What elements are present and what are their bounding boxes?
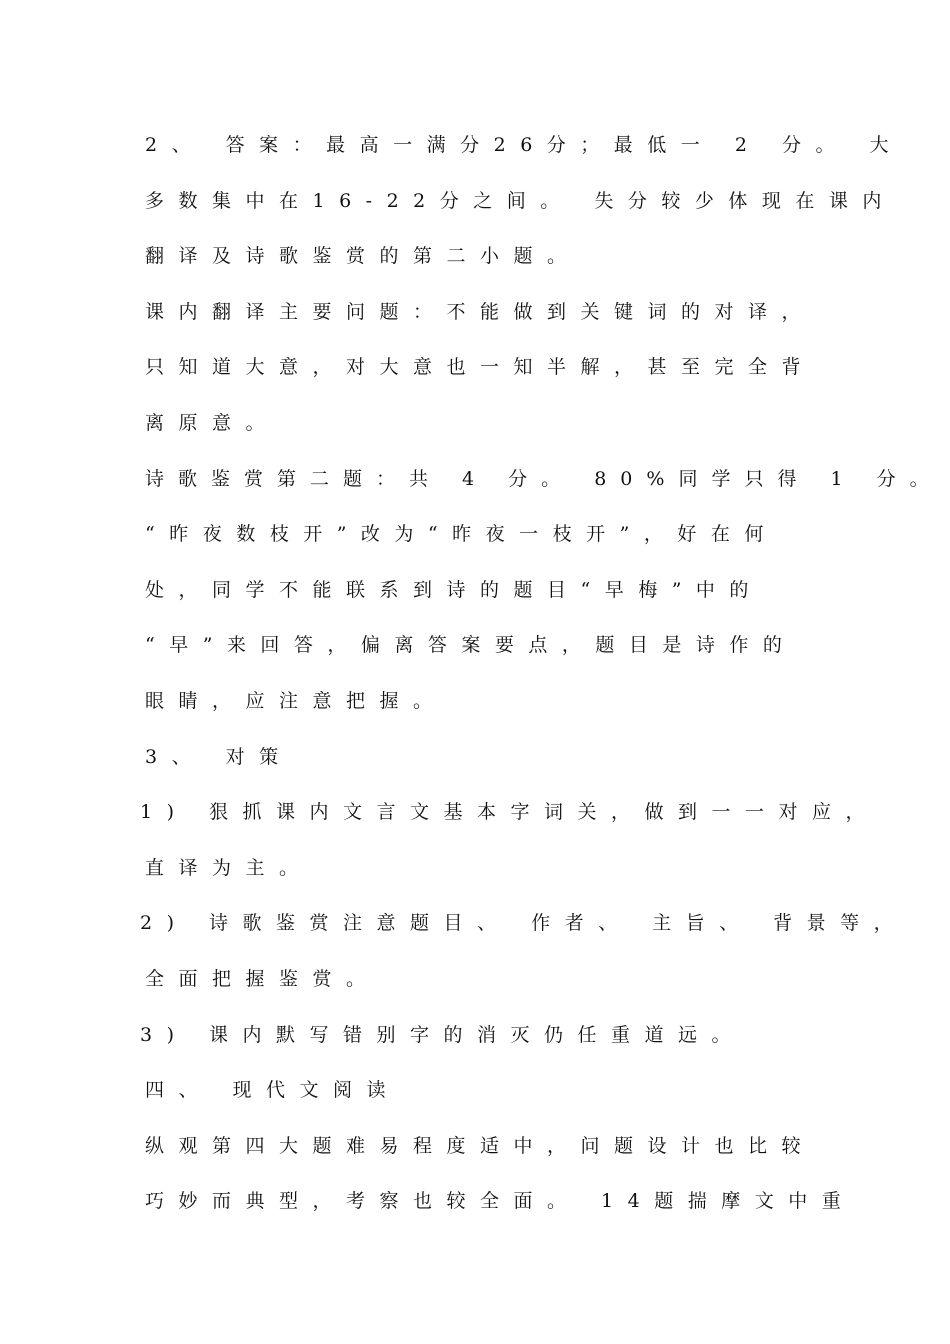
text-line: 只知道大意，对大意也一知半解，甚至完全背 — [145, 356, 816, 378]
text-line: 处，同学不能联系到诗的题目“早梅”中的 — [145, 579, 763, 601]
text-line: 2、 答案：最高一满分26分；最低一 2 分。 大 — [145, 134, 904, 156]
text-line: 巧妙而典型，考察也较全面。 14题揣摩文中重 — [145, 1190, 856, 1212]
section-heading: 3、 对策 — [145, 746, 293, 768]
text-line: 全面把握鉴赏。 — [145, 968, 380, 990]
text-line: 离原意。 — [145, 412, 280, 434]
text-line: 课内翻译主要问题：不能做到关键词的对译， — [145, 301, 816, 323]
list-item: 2) 诗歌鉴赏注意题目、 作者、 主旨、 背景等， — [140, 912, 908, 934]
text-line: 直译为主。 — [145, 857, 313, 879]
text-line: 纵观第四大题难易程度适中，问题设计也比较 — [145, 1135, 816, 1157]
text-line: 多数集中在16-22分之间。 失分较少体现在课内 — [145, 190, 896, 212]
text-line: “早”来回答，偏离答案要点，题目是诗作的 — [145, 634, 797, 656]
text-line: “昨夜数枝开”改为“昨夜一枝开”，好在何 — [145, 523, 778, 545]
list-item: 3) 课内默写错别字的消灭仍任重道远。 — [140, 1024, 746, 1046]
text-line: 诗歌鉴赏第二题：共 4 分。 80%同学只得 1 分。 — [145, 468, 943, 490]
section-heading: 四、 现代文阅读 — [145, 1079, 401, 1101]
list-item: 1) 狠抓课内文言文基本字词关，做到一一对应， — [140, 801, 880, 823]
text-line: 眼睛，应注意把握。 — [145, 690, 447, 712]
text-line: 翻译及诗歌鉴赏的第二小题。 — [145, 245, 581, 267]
